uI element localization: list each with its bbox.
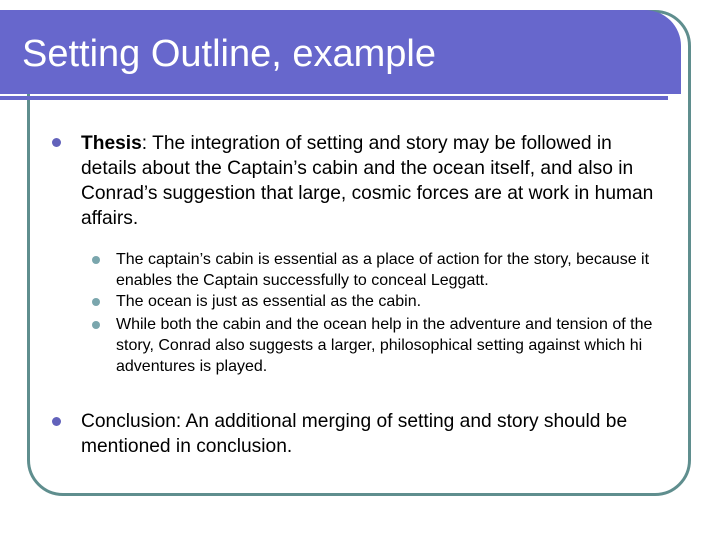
- sub-point-1: The captain’s cabin is essential as a place of action for the story, because it enables the Captain successfully to conceal Leggatt.: [116, 251, 650, 289]
- sub-bullet-icon: [92, 298, 100, 306]
- sub-bullet-icon: [92, 256, 100, 264]
- slide-title: Setting Outline, example: [22, 33, 437, 75]
- thesis-label: Thesis: [81, 133, 142, 154]
- sub-point-2: The ocean is just as essential as the cabin.: [116, 293, 422, 310]
- sub-point-3: While both the cabin and the ocean help in the adventure and tension of the story, Conrad also suggests a larger, philosophical setting against which hi adventures is played.: [116, 316, 653, 375]
- sub-bullet-icon: [92, 321, 100, 329]
- bullet-icon: [52, 417, 61, 426]
- thesis-text: [81, 131, 671, 231]
- conclusion-text: Conclusion: An additional merging of setting and story should be mentioned in conclusion.: [81, 411, 628, 457]
- bullet-icon: [52, 138, 61, 147]
- thesis-body: : The integration of setting and story may be followed in details about the Captain’s cabin and the ocean itself, and also in Conrad’s suggestion that large, cosmic forces are at work in human affairs.: [81, 133, 654, 229]
- title-underline: [0, 96, 668, 100]
